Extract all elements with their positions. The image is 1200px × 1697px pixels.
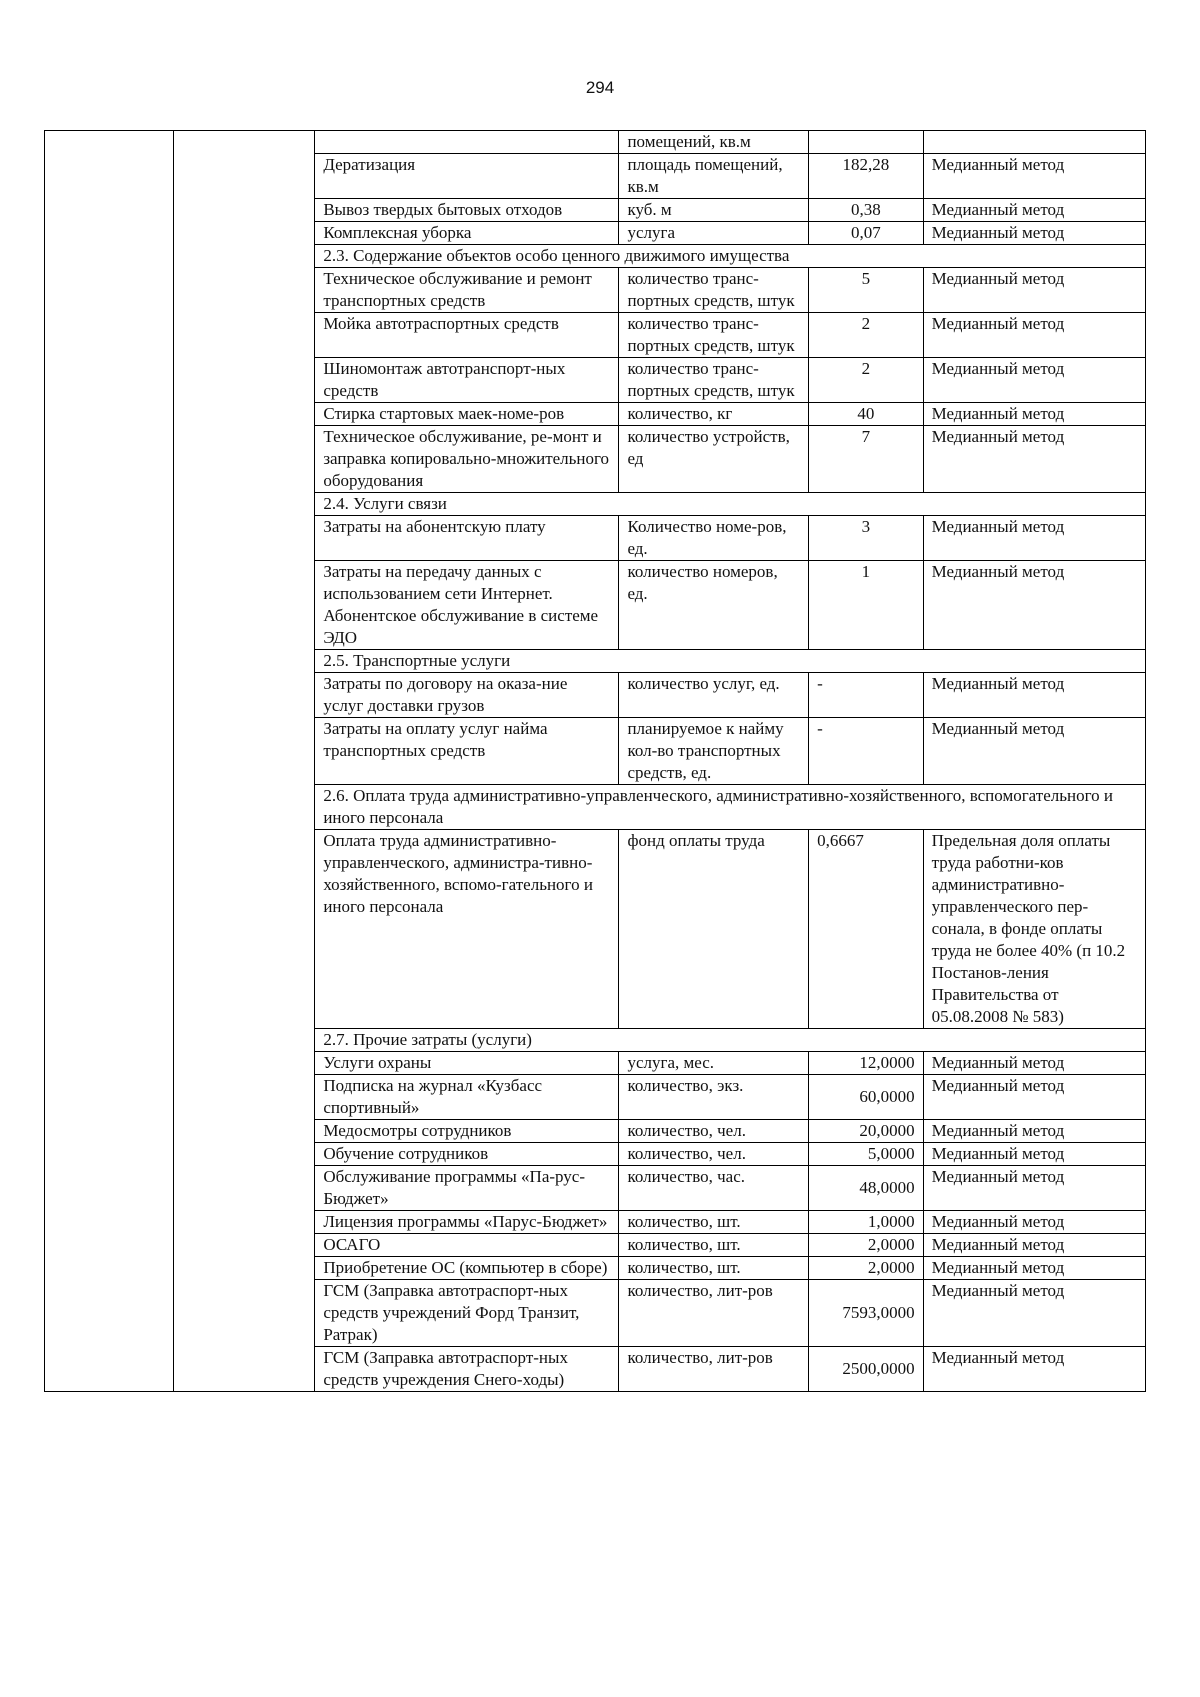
value-cell: 2	[809, 313, 923, 358]
value-cell: 2	[809, 358, 923, 403]
cost-item-name: Шиномонтаж автотранспорт-ных средств	[315, 358, 619, 403]
section-title: 2.4. Услуги связи	[315, 493, 1146, 516]
method-cell: Медианный метод	[923, 1257, 1145, 1280]
cost-item-name: ГСМ (Заправка автотраспорт-ных средств учреждения Снего-ходы)	[315, 1347, 619, 1392]
method-cell: Медианный метод	[923, 1052, 1145, 1075]
cost-item-name: Оплата труда административно-управленческого, администра-тивно-хозяйственного, вспомо-гательного и иного персонала	[315, 830, 619, 1029]
cost-item-name: Техническое обслуживание, ре-монт и заправка копировально-множительного оборудования	[315, 426, 619, 493]
value-cell: 20,0000	[809, 1120, 923, 1143]
cost-item-name: Затраты на абонентскую плату	[315, 516, 619, 561]
method-cell	[923, 131, 1145, 154]
unit-cell: количество, кг	[619, 403, 809, 426]
unit-cell: услуга	[619, 222, 809, 245]
section-title: 2.3. Содержание объектов особо ценного движимого имущества	[315, 245, 1146, 268]
unit-cell: помещений, кв.м	[619, 131, 809, 154]
method-cell: Медианный метод	[923, 222, 1145, 245]
method-cell: Медианный метод	[923, 673, 1145, 718]
cost-item-name: Мойка автотраспортных средств	[315, 313, 619, 358]
unit-cell: услуга, мес.	[619, 1052, 809, 1075]
value-cell: -	[809, 718, 923, 785]
cost-item-name: Вывоз твердых бытовых отходов	[315, 199, 619, 222]
cost-item-name: Услуги охраны	[315, 1052, 619, 1075]
cost-item-name: Затраты на передачу данных с использованием сети Интернет. Абонентское обслуживание в системе ЭДО	[315, 561, 619, 650]
value-cell: 2,0000	[809, 1234, 923, 1257]
method-cell: Медианный метод	[923, 561, 1145, 650]
blank-column-1	[45, 131, 174, 1392]
value-cell: 0,38	[809, 199, 923, 222]
method-cell: Медианный метод	[923, 268, 1145, 313]
method-cell: Медианный метод	[923, 1234, 1145, 1257]
unit-cell: количество услуг, ед.	[619, 673, 809, 718]
section-title: 2.5. Транспортные услуги	[315, 650, 1146, 673]
value-cell: 5	[809, 268, 923, 313]
value-cell	[809, 131, 923, 154]
section-title: 2.6. Оплата труда административно-управленческого, административно-хозяйственного, вспомогательного и иного персонала	[315, 785, 1146, 830]
unit-cell: фонд оплаты труда	[619, 830, 809, 1029]
method-cell: Медианный метод	[923, 1120, 1145, 1143]
unit-cell: планируемое к найму кол-во транспортных средств, ед.	[619, 718, 809, 785]
value-cell: 7593,0000	[809, 1280, 923, 1347]
value-cell: 7	[809, 426, 923, 493]
value-cell: 0,6667	[809, 830, 923, 1029]
value-cell: 2500,0000	[809, 1347, 923, 1392]
unit-cell: количество транс-портных средств, штук	[619, 358, 809, 403]
unit-cell: количество, лит-ров	[619, 1347, 809, 1392]
value-cell: 12,0000	[809, 1052, 923, 1075]
unit-cell: Количество номе-ров, ед.	[619, 516, 809, 561]
cost-norms-table	[44, 130, 1146, 1392]
cost-item-name	[315, 131, 619, 154]
cost-item-name: Приобретение ОС (компьютер в сборе)	[315, 1257, 619, 1280]
value-cell: 0,07	[809, 222, 923, 245]
blank-column-2	[173, 131, 315, 1392]
value-cell: 182,28	[809, 154, 923, 199]
method-cell: Медианный метод	[923, 1280, 1145, 1347]
method-cell: Медианный метод	[923, 154, 1145, 199]
unit-cell: количество номеров, ед.	[619, 561, 809, 650]
cost-item-name: Медосмотры сотрудников	[315, 1120, 619, 1143]
cost-item-name: Подписка на журнал «Кузбасс спортивный»	[315, 1075, 619, 1120]
value-cell: 48,0000	[809, 1166, 923, 1211]
cost-item-name: Обслуживание программы «Па-рус-Бюджет»	[315, 1166, 619, 1211]
unit-cell: количество, чел.	[619, 1143, 809, 1166]
cost-item-name: ГСМ (Заправка автотраспорт-ных средств учреждений Форд Транзит, Ратрак)	[315, 1280, 619, 1347]
method-cell: Медианный метод	[923, 1075, 1145, 1120]
method-cell: Медианный метод	[923, 313, 1145, 358]
cost-item-name: Комплексная уборка	[315, 222, 619, 245]
method-cell: Медианный метод	[923, 1166, 1145, 1211]
cost-item-name: Дератизация	[315, 154, 619, 199]
value-cell: 1	[809, 561, 923, 650]
cost-item-name: Техническое обслуживание и ремонт транспортных средств	[315, 268, 619, 313]
value-cell: 2,0000	[809, 1257, 923, 1280]
unit-cell: количество транс-портных средств, штук	[619, 313, 809, 358]
cost-item-name: Затраты на оплату услуг найма транспортных средств	[315, 718, 619, 785]
page-number: 294	[585, 78, 615, 97]
cost-item-name: Лицензия программы «Парус-Бюджет»	[315, 1211, 619, 1234]
method-cell: Медианный метод	[923, 426, 1145, 493]
value-cell: 60,0000	[809, 1075, 923, 1120]
cost-item-name: ОСАГО	[315, 1234, 619, 1257]
unit-cell: площадь помещений, кв.м	[619, 154, 809, 199]
table-row	[45, 131, 1146, 154]
value-cell: -	[809, 673, 923, 718]
method-cell: Медианный метод	[923, 358, 1145, 403]
unit-cell: количество транс-портных средств, штук	[619, 268, 809, 313]
value-cell: 5,0000	[809, 1143, 923, 1166]
method-cell: Медианный метод	[923, 1143, 1145, 1166]
unit-cell: количество, экз.	[619, 1075, 809, 1120]
unit-cell: количество, час.	[619, 1166, 809, 1211]
method-cell: Медианный метод	[923, 516, 1145, 561]
unit-cell: куб. м	[619, 199, 809, 222]
method-cell: Медианный метод	[923, 718, 1145, 785]
method-cell: Медианный метод	[923, 199, 1145, 222]
method-cell: Предельная доля оплаты труда работни-ков административно-управленческого пер-сонала, в фонде оплаты труда не более 40% (п 10.2 Постанов-ления Правительства от 05.08.2008 № 583)	[923, 830, 1145, 1029]
value-cell: 1,0000	[809, 1211, 923, 1234]
method-cell: Медианный метод	[923, 1347, 1145, 1392]
unit-cell: количество устройств, ед	[619, 426, 809, 493]
method-cell: Медианный метод	[923, 403, 1145, 426]
unit-cell: количество, шт.	[619, 1257, 809, 1280]
unit-cell: количество, шт.	[619, 1211, 809, 1234]
table-body	[45, 131, 1146, 1392]
cost-item-name: Стирка стартовых маек-номе-ров	[315, 403, 619, 426]
value-cell: 40	[809, 403, 923, 426]
method-cell: Медианный метод	[923, 1211, 1145, 1234]
cost-item-name: Затраты по договору на оказа-ние услуг доставки грузов	[315, 673, 619, 718]
cost-item-name: Обучение сотрудников	[315, 1143, 619, 1166]
unit-cell: количество, шт.	[619, 1234, 809, 1257]
value-cell: 3	[809, 516, 923, 561]
section-title: 2.7. Прочие затраты (услуги)	[315, 1029, 1146, 1052]
unit-cell: количество, чел.	[619, 1120, 809, 1143]
unit-cell: количество, лит-ров	[619, 1280, 809, 1347]
